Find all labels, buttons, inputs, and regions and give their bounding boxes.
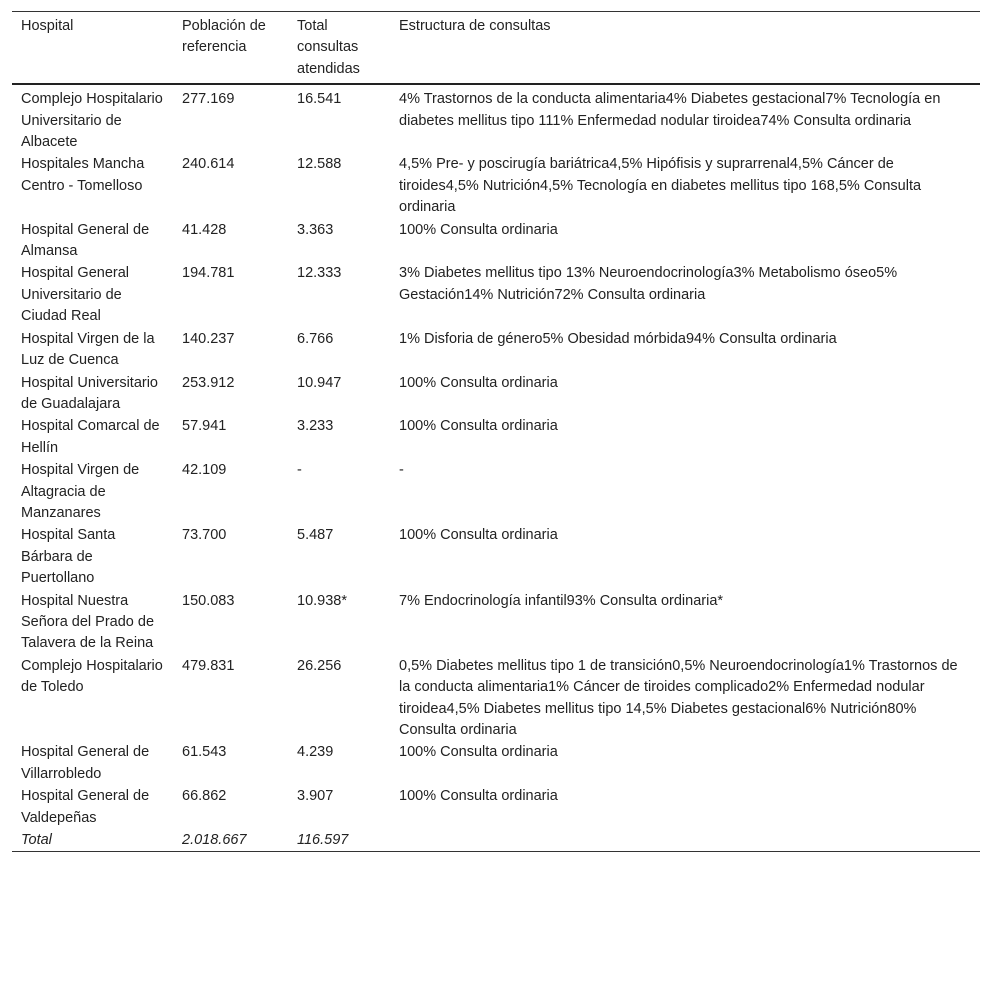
cell-consultas: 3.907 — [297, 788, 334, 805]
cell-estructura: 100% Consulta ordinaria — [399, 221, 558, 238]
cell-poblacion: 253.912 — [182, 374, 235, 391]
cell-hospital: Hospital Virgen de la Luz de Cuenca — [21, 330, 155, 369]
cell-consultas: - — [297, 462, 302, 479]
cell-poblacion: 140.237 — [182, 330, 235, 347]
cell-poblacion: 479.831 — [182, 657, 235, 674]
total-consultas: 116.597 — [297, 832, 349, 849]
cell-consultas: 16.541 — [297, 91, 342, 108]
cell-hospital: Hospital Virgen de Altagracia de Manzanares — [21, 462, 140, 521]
table-row — [12, 524, 980, 589]
header-consultas: Total consultas atendidas — [288, 12, 390, 85]
cell-estructura: 3% Diabetes mellitus tipo 13% Neuroendocrinología3% Metabolismo óseo5% Gestación14% Nutrición72% Consulta ordinaria — [399, 265, 898, 303]
cell-poblacion: 66.862 — [182, 788, 227, 805]
cell-estructura: 100% Consulta ordinaria — [399, 744, 558, 761]
cell-hospital: Hospital Santa Bárbara de Puertollano — [21, 527, 116, 587]
table-row — [12, 655, 980, 742]
cell-consultas: 12.588 — [297, 156, 342, 173]
cell-consultas: 3.233 — [297, 418, 334, 435]
cell-consultas: 4.239 — [297, 744, 334, 761]
cell-estructura: 7% Endocrinología infantil93% Consulta ordinaria* — [399, 592, 724, 609]
cell-hospital: Hospital General de Valdepeñas — [21, 788, 150, 826]
cell-estructura: - — [399, 462, 404, 479]
cell-consultas: 26.256 — [297, 657, 342, 674]
cell-estructura: 0,5% Diabetes mellitus tipo 1 de transición0,5% Neuroendocrinología1% Trastornos de la conducta alimentaria1% Cáncer de tiroides complicado2% Enfermedad nodular tiroidea4,5% Diabetes mellitus tipo 14,5% Diabetes gestacional6% Nutrición80% Consulta ordinaria — [399, 657, 958, 738]
header-row — [12, 12, 980, 85]
cell-estructura: 4,5% Pre- y poscirugía bariátrica4,5% Hipófisis y suprarrenal4,5% Cáncer de tiroides4,5% Nutrición4,5% Tecnología en diabetes mellitus tipo 168,5% Consulta ordinaria — [399, 156, 922, 216]
cell-consultas: 10.938* — [297, 592, 347, 609]
table-row — [12, 328, 980, 372]
table-row — [12, 84, 980, 153]
cell-estructura: 1% Disforia de género5% Obesidad mórbida94% Consulta ordinaria — [399, 330, 837, 347]
cell-estructura: 100% Consulta ordinaria — [399, 527, 558, 544]
cell-estructura: 100% Consulta ordinaria — [399, 374, 558, 391]
total-label: Total — [21, 832, 52, 849]
cell-consultas: 10.947 — [297, 374, 342, 391]
cell-hospital: Hospital General de Villarrobledo — [21, 744, 150, 782]
cell-poblacion: 150.083 — [182, 592, 235, 609]
cell-hospital: Hospital General Universitario de Ciudad Real — [21, 265, 129, 325]
cell-poblacion: 57.941 — [182, 418, 227, 435]
table-row — [12, 153, 980, 218]
total-row — [12, 829, 980, 852]
header-hospital: Hospital — [12, 12, 173, 85]
cell-hospital: Hospitales Mancha Centro - Tomelloso — [21, 156, 145, 194]
cell-poblacion: 61.543 — [182, 744, 227, 761]
table-row — [12, 415, 980, 459]
header-poblacion: Población de referencia — [173, 12, 288, 85]
total-estructura — [390, 829, 980, 852]
cell-hospital: Hospital General de Almansa — [21, 221, 150, 260]
cell-consultas: 3.363 — [297, 221, 334, 238]
cell-estructura: 100% Consulta ordinaria — [399, 788, 558, 805]
cell-hospital: Complejo Hospitalario Universitario de Albacete — [21, 91, 163, 151]
header-estructura: Estructura de consultas — [390, 12, 980, 85]
cell-consultas: 6.766 — [297, 330, 334, 347]
table-row — [12, 741, 980, 785]
table-row — [12, 262, 980, 327]
table-row — [12, 219, 980, 263]
hospital-consultations-table — [12, 11, 980, 852]
cell-poblacion: 240.614 — [182, 156, 235, 173]
table-row — [12, 372, 980, 416]
cell-consultas: 5.487 — [297, 527, 334, 544]
cell-poblacion: 73.700 — [182, 527, 227, 544]
cell-poblacion: 42.109 — [182, 462, 227, 479]
cell-poblacion: 194.781 — [182, 265, 235, 282]
table-row — [12, 590, 980, 655]
cell-estructura: 100% Consulta ordinaria — [399, 418, 558, 435]
cell-consultas: 12.333 — [297, 265, 342, 282]
cell-hospital: Hospital Universitario de Guadalajara — [21, 374, 158, 412]
cell-poblacion: 277.169 — [182, 91, 235, 108]
total-poblacion: 2.018.667 — [182, 832, 247, 849]
cell-hospital: Hospital Nuestra Señora del Prado de Talavera de la Reina — [21, 592, 155, 652]
cell-hospital: Complejo Hospitalario de Toledo — [21, 657, 163, 696]
table-row — [12, 459, 980, 524]
cell-estructura: 4% Trastornos de la conducta alimentaria4% Diabetes gestacional7% Tecnología en diabetes mellitus tipo 111% Enfermedad nodular tiroidea74% Consulta ordinaria — [399, 91, 941, 129]
cell-hospital: Hospital Comarcal de Hellín — [21, 418, 160, 456]
cell-poblacion: 41.428 — [182, 221, 227, 238]
table-row — [12, 785, 980, 829]
